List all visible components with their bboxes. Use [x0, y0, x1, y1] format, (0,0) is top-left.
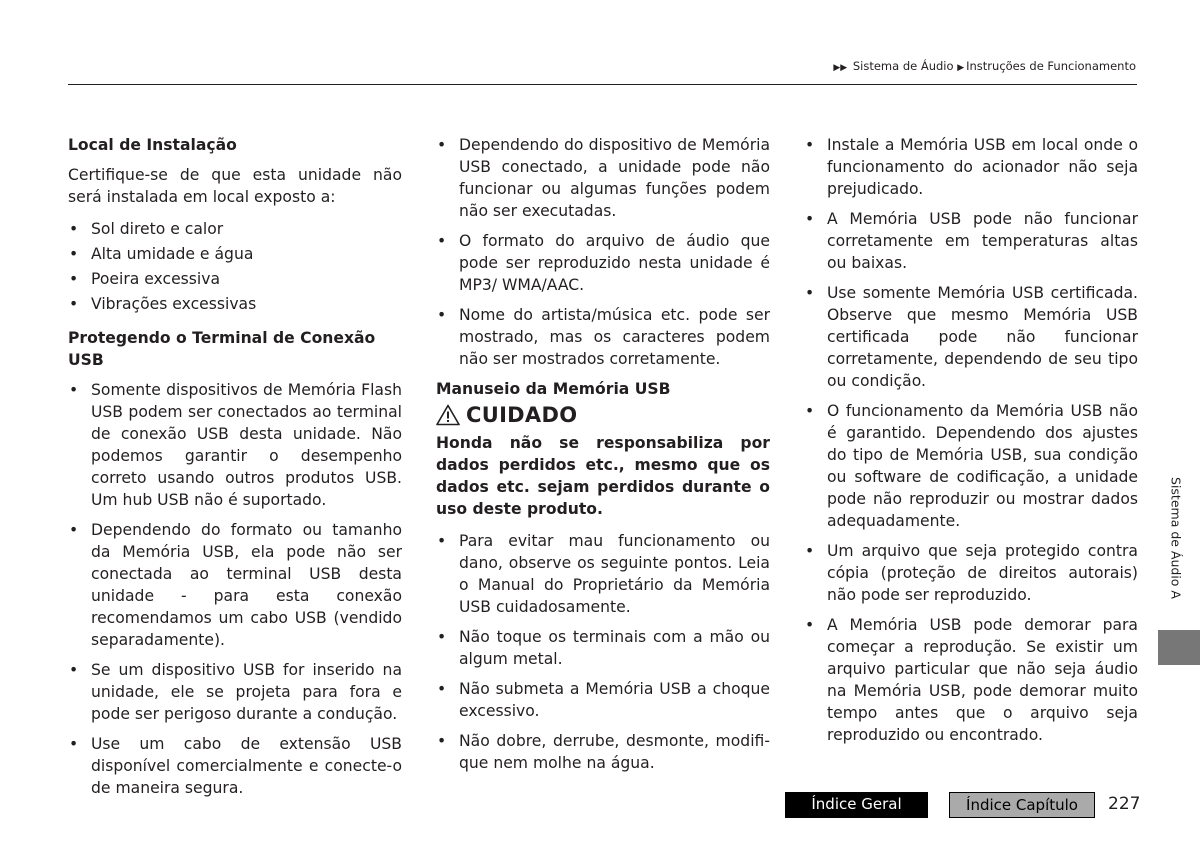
- list-item: • Dependendo do dispositivo de Memória USB conectado, a unidade pode não funcionar ou algumas funções podem não ser executadas.: [436, 134, 770, 222]
- list-item: • Use um cabo de extensão USB disponível comercialmente e conecte-o de maneira segura.: [68, 733, 402, 799]
- double-arrow-icon: ▶▶: [833, 63, 848, 73]
- caution-heading: [436, 404, 770, 426]
- list-item: • Sol direto e calor: [68, 218, 402, 240]
- chapter-tab[interactable]: [1158, 630, 1200, 665]
- page-number: 227: [1108, 794, 1141, 814]
- heading-usb-handling: Manuseio da Memória USB: [436, 380, 671, 398]
- column-2: [436, 134, 770, 782]
- list-item: • Somente dispositivos de Memória Flash USB podem ser conectados ao terminal de conexão USB desta unidade. Não podemos garantir o desempenho correto usando outros produtos USB. Um hub USB não é suportado.: [68, 379, 402, 511]
- arrow-icon: ▶: [957, 63, 965, 73]
- list-item: • Instale a Memória USB em local onde o funcionamento do acionador não seja prejudicado.: [804, 134, 1138, 200]
- caution-label: CUIDADO: [466, 403, 578, 427]
- list-item: • Não submeta a Memória USB a choque excessivo.: [436, 678, 770, 722]
- list-item: • Dependendo do formato ou tamanho da Memória USB, ela pode não ser conectada ao terminal USB desta unidade - para esta conexão recomendamos um cabo USB (vendido separadamente).: [68, 519, 402, 651]
- list-item: • A Memória USB pode demorar para começar a reprodução. Se existir um arquivo particular que não seja áudio na Memória USB, pode demorar muito tempo antes que o arquivo seja reproduzido ou encontrado.: [804, 614, 1138, 746]
- list-item: • A Memória USB pode não funcionar corretamente em temperaturas altas ou baixas.: [804, 208, 1138, 274]
- list-item: • Use somente Memória USB certificada. Observe que mesmo Memória USB certificada pode não funcionar corretamente, dependendo de seu tipo ou condição.: [804, 282, 1138, 392]
- usb-terminal-list: [68, 379, 402, 799]
- column-1: [68, 134, 402, 807]
- chapter-index-button[interactable]: Índice Capítulo: [949, 792, 1095, 818]
- heading-installation: Local de Instalação: [68, 136, 237, 154]
- warning-triangle-icon: [436, 404, 460, 426]
- header-divider: [68, 84, 1137, 85]
- list-item: • Não toque os terminais com a mão ou algum metal.: [436, 626, 770, 670]
- handling-list: [436, 530, 770, 774]
- list-item: • Não dobre, derrube, desmonte, modifique nem molhe na água.: [436, 730, 770, 774]
- usb-notes-list: [804, 134, 1138, 746]
- chapter-side-text: Sistema de Áudio A: [1168, 477, 1184, 599]
- breadcrumb: [833, 59, 1136, 73]
- compatibility-list: [436, 134, 770, 370]
- list-item: • Se um dispositivo USB for inserido na unidade, ele se projeta para fora e pode ser perigoso durante a condução.: [68, 659, 402, 725]
- installation-intro: Certifique-se de que esta unidade não será instalada em local exposto a:: [68, 166, 402, 206]
- exposure-list: [68, 218, 402, 315]
- general-index-button[interactable]: Índice Geral: [785, 792, 928, 818]
- caution-text: Honda não se responsabiliza por dados perdidos etc., mesmo que os dados etc. sejam perdidos durante o uso deste produto.: [436, 434, 770, 518]
- list-item: • Para evitar mau funcionamento ou dano, observe os seguinte pontos. Leia o Manual do Proprietário da Memória USB cuidadosamente.: [436, 530, 770, 618]
- breadcrumb-section[interactable]: Sistema de Áudio: [852, 59, 954, 73]
- list-item: • Poeira excessiva: [68, 268, 402, 290]
- list-item: • Vibrações excessivas: [68, 293, 402, 315]
- column-3: [804, 134, 1138, 754]
- chapter-side-label: [1170, 478, 1182, 598]
- breadcrumb-topic[interactable]: Instruções de Funcionamento: [966, 59, 1136, 73]
- list-item: • Alta umidade e água: [68, 243, 402, 265]
- list-item: • Um arquivo que seja protegido contra cópia (proteção de direitos autorais) não pode ser reproduzido.: [804, 540, 1138, 606]
- list-item: • Nome do artista/música etc. pode ser mostrado, mas os caracteres podem não ser mostrados corretamente.: [436, 304, 770, 370]
- list-item: • O funcionamento da Memória USB não é garantido. Dependendo dos ajustes do tipo de Memória USB, sua condição ou software de codificação, a unidade pode não reproduzir ou mostrar dados adequadamente.: [804, 400, 1138, 532]
- heading-usb-terminal: Protegendo o Terminal de Conexão USB: [68, 329, 376, 369]
- list-item: • O formato do arquivo de áudio que pode ser reproduzido nesta unidade é MP3/ WMA/AAC.: [436, 230, 770, 296]
